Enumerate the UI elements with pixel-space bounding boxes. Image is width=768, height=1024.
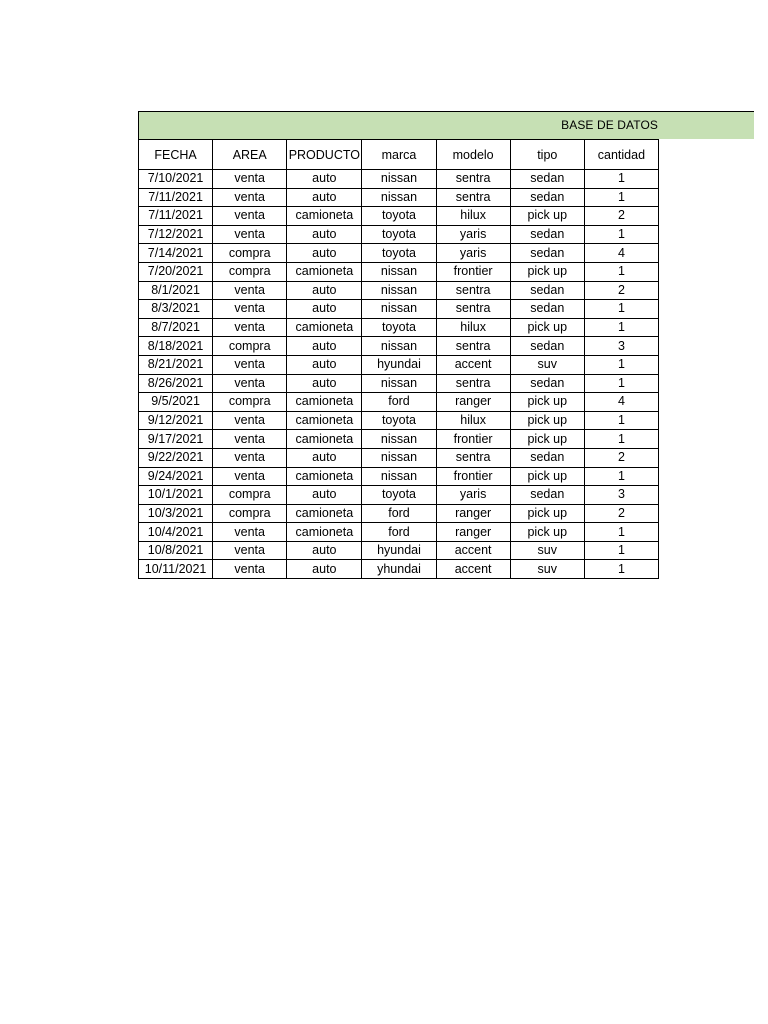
cell-area[interactable]: venta [213,411,287,430]
cell-area[interactable]: compra [213,262,287,281]
cell-fecha[interactable]: 7/20/2021 [139,262,213,281]
cell-modelo[interactable]: sentra [436,448,510,467]
cell-producto[interactable]: camioneta [287,411,362,430]
cell-producto[interactable]: camioneta [287,467,362,486]
cell-area[interactable]: venta [213,225,287,244]
cell-producto[interactable]: camioneta [287,318,362,337]
cell-modelo[interactable]: ranger [436,393,510,412]
cell-fecha[interactable]: 10/8/2021 [139,541,213,560]
cell-cantidad[interactable]: 4 [584,393,658,412]
cell-area[interactable]: venta [213,170,287,189]
cell-fecha[interactable]: 7/11/2021 [139,188,213,207]
cell-marca[interactable]: nissan [362,281,436,300]
cell-marca[interactable]: nissan [362,467,436,486]
cell-fecha[interactable]: 10/4/2021 [139,523,213,542]
table-row [139,337,659,356]
cell-fecha[interactable]: 8/21/2021 [139,355,213,374]
cell-area[interactable]: venta [213,523,287,542]
cell-cantidad[interactable]: 1 [584,467,658,486]
cell-tipo[interactable]: sedan [510,448,584,467]
cell-modelo[interactable]: frontier [436,467,510,486]
cell-area[interactable]: venta [213,188,287,207]
table-row [139,262,659,281]
cell-area[interactable]: compra [213,244,287,263]
cell-fecha[interactable]: 8/1/2021 [139,281,213,300]
cell-modelo[interactable]: sentra [436,300,510,319]
cell-area[interactable]: venta [213,541,287,560]
cell-marca[interactable]: nissan [362,374,436,393]
table-row [139,541,659,560]
cell-cantidad[interactable]: 1 [584,300,658,319]
cell-producto[interactable]: auto [287,170,362,189]
cell-modelo[interactable]: sentra [436,281,510,300]
cell-tipo[interactable]: sedan [510,300,584,319]
cell-modelo[interactable]: frontier [436,430,510,449]
cell-marca[interactable]: nissan [362,337,436,356]
cell-modelo[interactable]: sentra [436,188,510,207]
cell-modelo[interactable]: hilux [436,318,510,337]
cell-marca[interactable]: nissan [362,170,436,189]
cell-cantidad[interactable]: 1 [584,355,658,374]
cell-modelo[interactable]: sentra [436,170,510,189]
cell-fecha[interactable]: 8/3/2021 [139,300,213,319]
table-title: BASE DE DATOS [561,118,658,132]
cell-modelo[interactable]: accent [436,560,510,579]
cell-area[interactable]: venta [213,207,287,226]
cell-modelo[interactable]: hilux [436,411,510,430]
data-table [138,139,659,579]
cell-tipo[interactable]: suv [510,560,584,579]
cell-cantidad[interactable]: 1 [584,430,658,449]
cell-tipo[interactable]: pick up [510,504,584,523]
cell-cantidad[interactable]: 1 [584,523,658,542]
cell-cantidad[interactable]: 1 [584,318,658,337]
table-row [139,374,659,393]
cell-tipo[interactable]: sedan [510,225,584,244]
cell-area[interactable]: venta [213,318,287,337]
cell-producto[interactable]: camioneta [287,523,362,542]
cell-tipo[interactable]: pick up [510,523,584,542]
cell-producto[interactable]: auto [287,188,362,207]
column-header-modelo[interactable]: modelo [436,140,510,170]
cell-fecha[interactable]: 10/11/2021 [139,560,213,579]
cell-producto[interactable]: auto [287,560,362,579]
cell-cantidad[interactable]: 2 [584,281,658,300]
cell-modelo[interactable]: sentra [436,374,510,393]
cell-modelo[interactable]: accent [436,355,510,374]
cell-area[interactable]: venta [213,467,287,486]
cell-tipo[interactable]: suv [510,541,584,560]
cell-cantidad[interactable]: 1 [584,374,658,393]
table-row [139,300,659,319]
cell-tipo[interactable]: pick up [510,430,584,449]
cell-fecha[interactable]: 9/22/2021 [139,448,213,467]
cell-cantidad[interactable]: 4 [584,244,658,263]
cell-marca[interactable]: nissan [362,448,436,467]
table-row [139,467,659,486]
table-row [139,486,659,505]
cell-tipo[interactable]: sedan [510,244,584,263]
cell-fecha[interactable]: 8/18/2021 [139,337,213,356]
cell-cantidad[interactable]: 1 [584,411,658,430]
cell-marca[interactable]: nissan [362,262,436,281]
table-row [139,411,659,430]
table-row [139,504,659,523]
table-row [139,281,659,300]
cell-tipo[interactable]: sedan [510,337,584,356]
cell-fecha[interactable]: 8/26/2021 [139,374,213,393]
cell-marca[interactable]: toyota [362,225,436,244]
cell-producto[interactable]: camioneta [287,207,362,226]
cell-producto[interactable]: camioneta [287,504,362,523]
table-row [139,188,659,207]
cell-producto[interactable]: auto [287,374,362,393]
cell-producto[interactable]: auto [287,300,362,319]
cell-marca[interactable]: hyundai [362,355,436,374]
cell-tipo[interactable]: pick up [510,262,584,281]
cell-tipo[interactable]: pick up [510,411,584,430]
cell-area[interactable]: venta [213,300,287,319]
table-row [139,225,659,244]
cell-producto[interactable]: auto [287,541,362,560]
cell-marca[interactable]: yhundai [362,560,436,579]
cell-marca[interactable]: toyota [362,411,436,430]
cell-marca[interactable]: toyota [362,486,436,505]
cell-producto[interactable]: camioneta [287,393,362,412]
cell-fecha[interactable]: 7/11/2021 [139,207,213,226]
cell-cantidad[interactable]: 1 [584,225,658,244]
cell-fecha[interactable]: 7/10/2021 [139,170,213,189]
cell-cantidad[interactable]: 1 [584,262,658,281]
cell-area[interactable]: venta [213,448,287,467]
cell-modelo[interactable]: accent [436,541,510,560]
cell-area[interactable]: compra [213,504,287,523]
column-header-producto[interactable]: PRODUCTO [287,140,362,170]
cell-cantidad[interactable]: 2 [584,504,658,523]
cell-cantidad[interactable]: 2 [584,448,658,467]
cell-modelo[interactable]: yaris [436,225,510,244]
cell-cantidad[interactable]: 1 [584,560,658,579]
cell-modelo[interactable]: sentra [436,337,510,356]
cell-fecha[interactable]: 9/12/2021 [139,411,213,430]
cell-marca[interactable]: nissan [362,300,436,319]
cell-marca[interactable]: ford [362,523,436,542]
cell-tipo[interactable]: sedan [510,170,584,189]
table-row [139,393,659,412]
cell-producto[interactable]: auto [287,281,362,300]
title-band [138,111,754,139]
column-header-area[interactable]: AREA [213,140,287,170]
table-row [139,560,659,579]
cell-modelo[interactable]: yaris [436,486,510,505]
table-row [139,448,659,467]
cell-producto[interactable]: auto [287,486,362,505]
cell-cantidad[interactable]: 1 [584,170,658,189]
cell-tipo[interactable]: suv [510,355,584,374]
cell-area[interactable]: venta [213,355,287,374]
table-row [139,523,659,542]
table-row [139,430,659,449]
cell-tipo[interactable]: sedan [510,374,584,393]
cell-modelo[interactable]: yaris [436,244,510,263]
cell-tipo[interactable]: sedan [510,188,584,207]
column-header-fecha[interactable]: FECHA [139,140,213,170]
cell-marca[interactable]: nissan [362,188,436,207]
cell-marca[interactable]: toyota [362,244,436,263]
cell-tipo[interactable]: pick up [510,207,584,226]
cell-area[interactable]: compra [213,337,287,356]
cell-modelo[interactable]: hilux [436,207,510,226]
cell-cantidad[interactable]: 1 [584,188,658,207]
column-header-tipo[interactable]: tipo [510,140,584,170]
column-header-cantidad[interactable]: cantidad [584,140,658,170]
cell-fecha[interactable]: 10/3/2021 [139,504,213,523]
cell-modelo[interactable]: ranger [436,523,510,542]
cell-fecha[interactable]: 7/14/2021 [139,244,213,263]
cell-tipo[interactable]: pick up [510,393,584,412]
cell-marca[interactable]: nissan [362,430,436,449]
cell-area[interactable]: venta [213,430,287,449]
table-row [139,318,659,337]
cell-producto[interactable]: auto [287,355,362,374]
cell-producto[interactable]: auto [287,225,362,244]
cell-area[interactable]: compra [213,393,287,412]
column-header-marca[interactable]: marca [362,140,436,170]
cell-cantidad[interactable]: 3 [584,337,658,356]
cell-marca[interactable]: toyota [362,318,436,337]
table-body [139,170,659,579]
cell-fecha[interactable]: 9/17/2021 [139,430,213,449]
cell-area[interactable]: venta [213,560,287,579]
header-row [139,140,659,170]
cell-marca[interactable]: toyota [362,207,436,226]
cell-fecha[interactable]: 7/12/2021 [139,225,213,244]
cell-cantidad[interactable]: 3 [584,486,658,505]
cell-marca[interactable]: hyundai [362,541,436,560]
table-row [139,244,659,263]
cell-marca[interactable]: ford [362,393,436,412]
cell-tipo[interactable]: sedan [510,486,584,505]
cell-fecha[interactable]: 9/5/2021 [139,393,213,412]
table-row [139,355,659,374]
cell-area[interactable]: venta [213,281,287,300]
cell-fecha[interactable]: 9/24/2021 [139,467,213,486]
cell-producto[interactable]: camioneta [287,430,362,449]
cell-fecha[interactable]: 10/1/2021 [139,486,213,505]
cell-modelo[interactable]: frontier [436,262,510,281]
cell-producto[interactable]: auto [287,337,362,356]
cell-producto[interactable]: auto [287,244,362,263]
cell-modelo[interactable]: ranger [436,504,510,523]
cell-area[interactable]: compra [213,486,287,505]
cell-producto[interactable]: auto [287,448,362,467]
cell-cantidad[interactable]: 1 [584,541,658,560]
table-row [139,170,659,189]
cell-fecha[interactable]: 8/7/2021 [139,318,213,337]
cell-marca[interactable]: ford [362,504,436,523]
cell-tipo[interactable]: pick up [510,467,584,486]
cell-tipo[interactable]: pick up [510,318,584,337]
cell-area[interactable]: venta [213,374,287,393]
cell-producto[interactable]: camioneta [287,262,362,281]
cell-cantidad[interactable]: 2 [584,207,658,226]
cell-tipo[interactable]: sedan [510,281,584,300]
table-row [139,207,659,226]
